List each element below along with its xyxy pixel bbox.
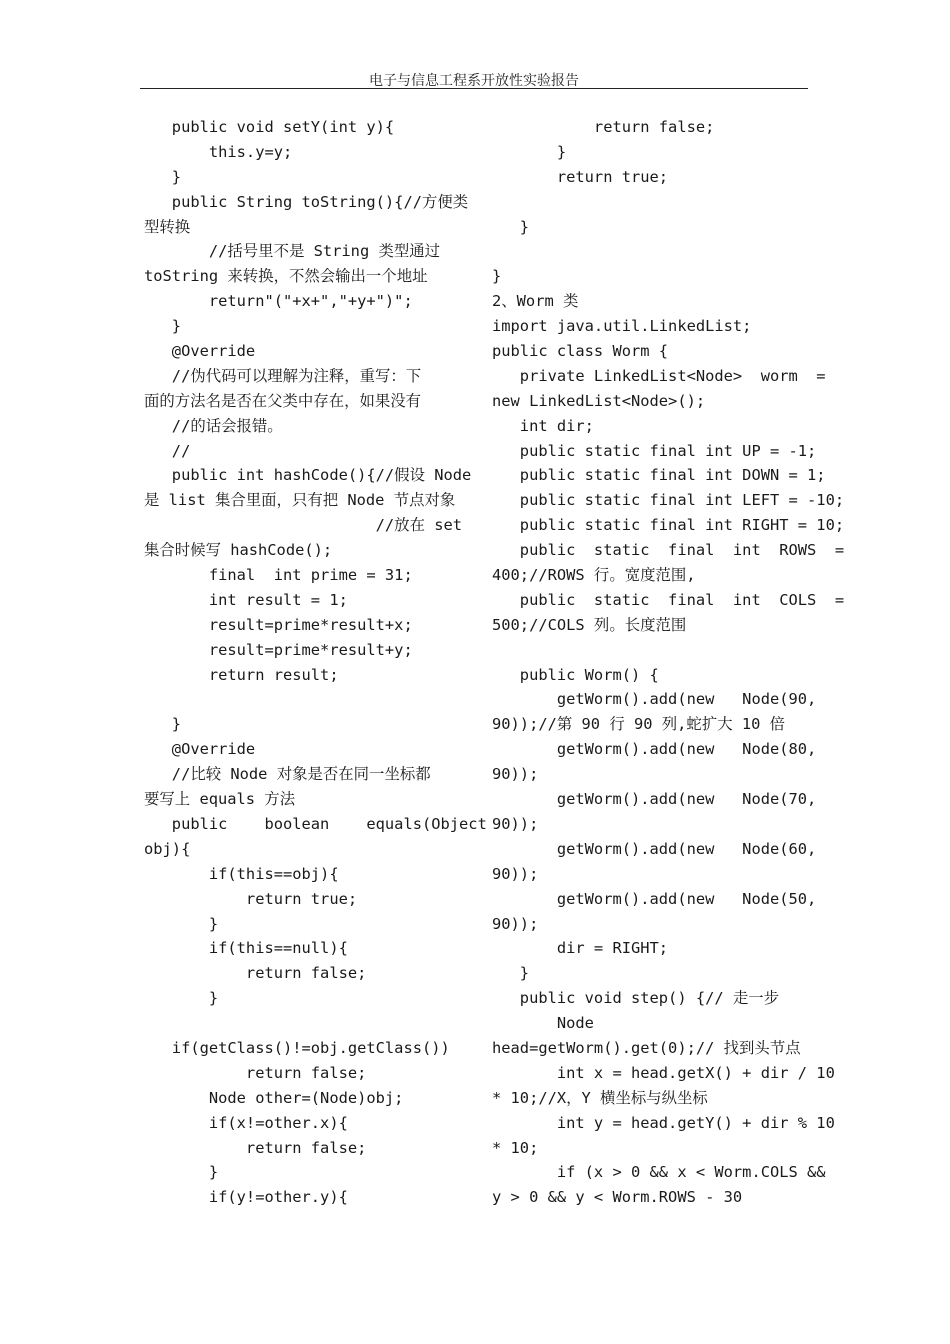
code-line: [144, 1011, 460, 1036]
code-line: return false;: [492, 118, 715, 136]
code-line: //放在 set: [144, 516, 463, 535]
code-line: 90));//第 90 行 90 列,蛇扩大 10 倍: [492, 715, 786, 734]
code-line: public int hashCode(){//假设 Node: [144, 466, 472, 485]
code-line: }: [492, 217, 530, 236]
code-line: getWorm().add(new Node(80,: [492, 740, 817, 759]
code-line: int dir;: [492, 416, 594, 435]
code-line: //比较 Node 对象是否在同一坐标都: [144, 765, 431, 784]
code-line: @Override: [144, 740, 256, 759]
code-line: int x = head.getX() + dir / 10: [492, 1063, 835, 1082]
code-line: [492, 190, 808, 215]
code-line: import java.util.LinkedList;: [492, 317, 752, 336]
code-line: return true;: [144, 889, 358, 908]
code-line: 要写上 equals 方法: [144, 790, 296, 809]
code-line: }: [144, 1163, 219, 1182]
code-line: @Override: [144, 342, 256, 361]
code-line: 500;//COLS 列。长度范围: [492, 615, 687, 634]
code-line: [492, 239, 808, 264]
code-line: public void setY(int y){: [144, 118, 395, 136]
code-line: public static final int COLS =: [492, 590, 845, 609]
code-line: new LinkedList<Node>();: [492, 391, 706, 410]
code-line: }: [492, 142, 567, 161]
code-line: return result;: [144, 665, 339, 684]
code-line: head=getWorm().get(0);// 找到头节点: [492, 1038, 801, 1057]
code-line: //: [144, 441, 191, 460]
code-line: dir = RIGHT;: [492, 939, 669, 958]
code-line: toString 来转换，不然会输出一个地址: [144, 267, 428, 286]
code-line: * 10;//X，Y 横坐标与纵坐标: [492, 1088, 708, 1107]
code-line: getWorm().add(new Node(60,: [492, 839, 817, 858]
code-line: public static final int UP = -1;: [492, 441, 817, 460]
code-line: public static final int ROWS =: [492, 541, 845, 560]
code-line: 90));: [492, 814, 539, 833]
code-line: 是 list 集合里面，只有把 Node 节点对象: [144, 491, 456, 510]
code-line: Node: [492, 1014, 594, 1033]
code-line: public void step() {// 走一步: [492, 989, 780, 1008]
code-line: return"("+x+","+y+")";: [144, 292, 413, 311]
code-line: }: [144, 715, 182, 734]
code-line: result=prime*result+x;: [144, 615, 413, 634]
code-line: return false;: [144, 1138, 367, 1157]
code-line: }: [144, 914, 219, 933]
code-line: this.y=y;: [144, 142, 293, 161]
code-line: if(y!=other.y){: [144, 1188, 348, 1207]
code-line: }: [144, 989, 219, 1008]
code-line: getWorm().add(new Node(90,: [492, 690, 817, 709]
code-line: //的话会报错。: [144, 416, 283, 435]
code-line: 2、Worm 类: [492, 292, 579, 311]
code-line: * 10;: [492, 1138, 539, 1157]
code-line: public Worm() {: [492, 665, 659, 684]
code-line: 型转换: [144, 217, 191, 236]
code-line: 面的方法名是否在父类中存在，如果没有: [144, 391, 422, 410]
code-line: public String toString(){//方便类: [144, 192, 469, 211]
code-line: [492, 638, 808, 663]
code-line: result=prime*result+y;: [144, 640, 413, 659]
code-line: 90));: [492, 914, 539, 933]
code-line: return true;: [492, 167, 669, 186]
code-line: public boolean equals(Object: [144, 814, 487, 833]
code-line: public static final int DOWN = 1;: [492, 466, 826, 485]
code-line: if (x > 0 && x < Worm.COLS &&: [492, 1163, 826, 1182]
code-line: }: [492, 964, 530, 983]
code-line: 90));: [492, 864, 539, 883]
code-line: public static final int RIGHT = 10;: [492, 516, 845, 535]
right-code-column: [492, 115, 845, 1210]
code-line: Node other=(Node)obj;: [144, 1088, 404, 1107]
code-line: if(getClass()!=obj.getClass()): [144, 1038, 450, 1057]
left-code-column: [144, 115, 487, 1210]
code-line: //伪代码可以理解为注释，重写：下: [144, 366, 422, 385]
page-header-title: 电子与信息工程系开放性实验报告: [369, 73, 579, 89]
code-line: 400;//ROWS 行。宽度范围,: [492, 566, 696, 585]
code-line: getWorm().add(new Node(70,: [492, 790, 817, 809]
code-line: int result = 1;: [144, 590, 348, 609]
code-line: y > 0 && y < Worm.ROWS - 30: [492, 1188, 743, 1207]
code-line: }: [144, 167, 182, 186]
code-line: final int prime = 31;: [144, 566, 413, 585]
code-line: return false;: [144, 964, 367, 983]
code-line: public static final int LEFT = -10;: [492, 491, 845, 510]
code-line: if(this==obj){: [144, 864, 339, 883]
header-rule: [140, 88, 808, 89]
code-line: 90));: [492, 765, 539, 784]
code-line: if(x!=other.x){: [144, 1113, 348, 1132]
code-line: private LinkedList<Node> worm =: [492, 366, 826, 385]
code-line: int y = head.getY() + dir % 10: [492, 1113, 835, 1132]
code-line: return false;: [144, 1063, 367, 1082]
code-line: getWorm().add(new Node(50,: [492, 889, 817, 908]
code-line: }: [144, 317, 182, 336]
code-line: public class Worm {: [492, 342, 669, 361]
code-line: 集合时候写 hashCode();: [144, 541, 333, 560]
code-line: if(this==null){: [144, 939, 348, 958]
code-line: }: [492, 267, 502, 286]
code-line: obj){: [144, 839, 191, 858]
code-line: [144, 687, 460, 712]
code-line: //括号里不是 String 类型通过: [144, 242, 441, 261]
